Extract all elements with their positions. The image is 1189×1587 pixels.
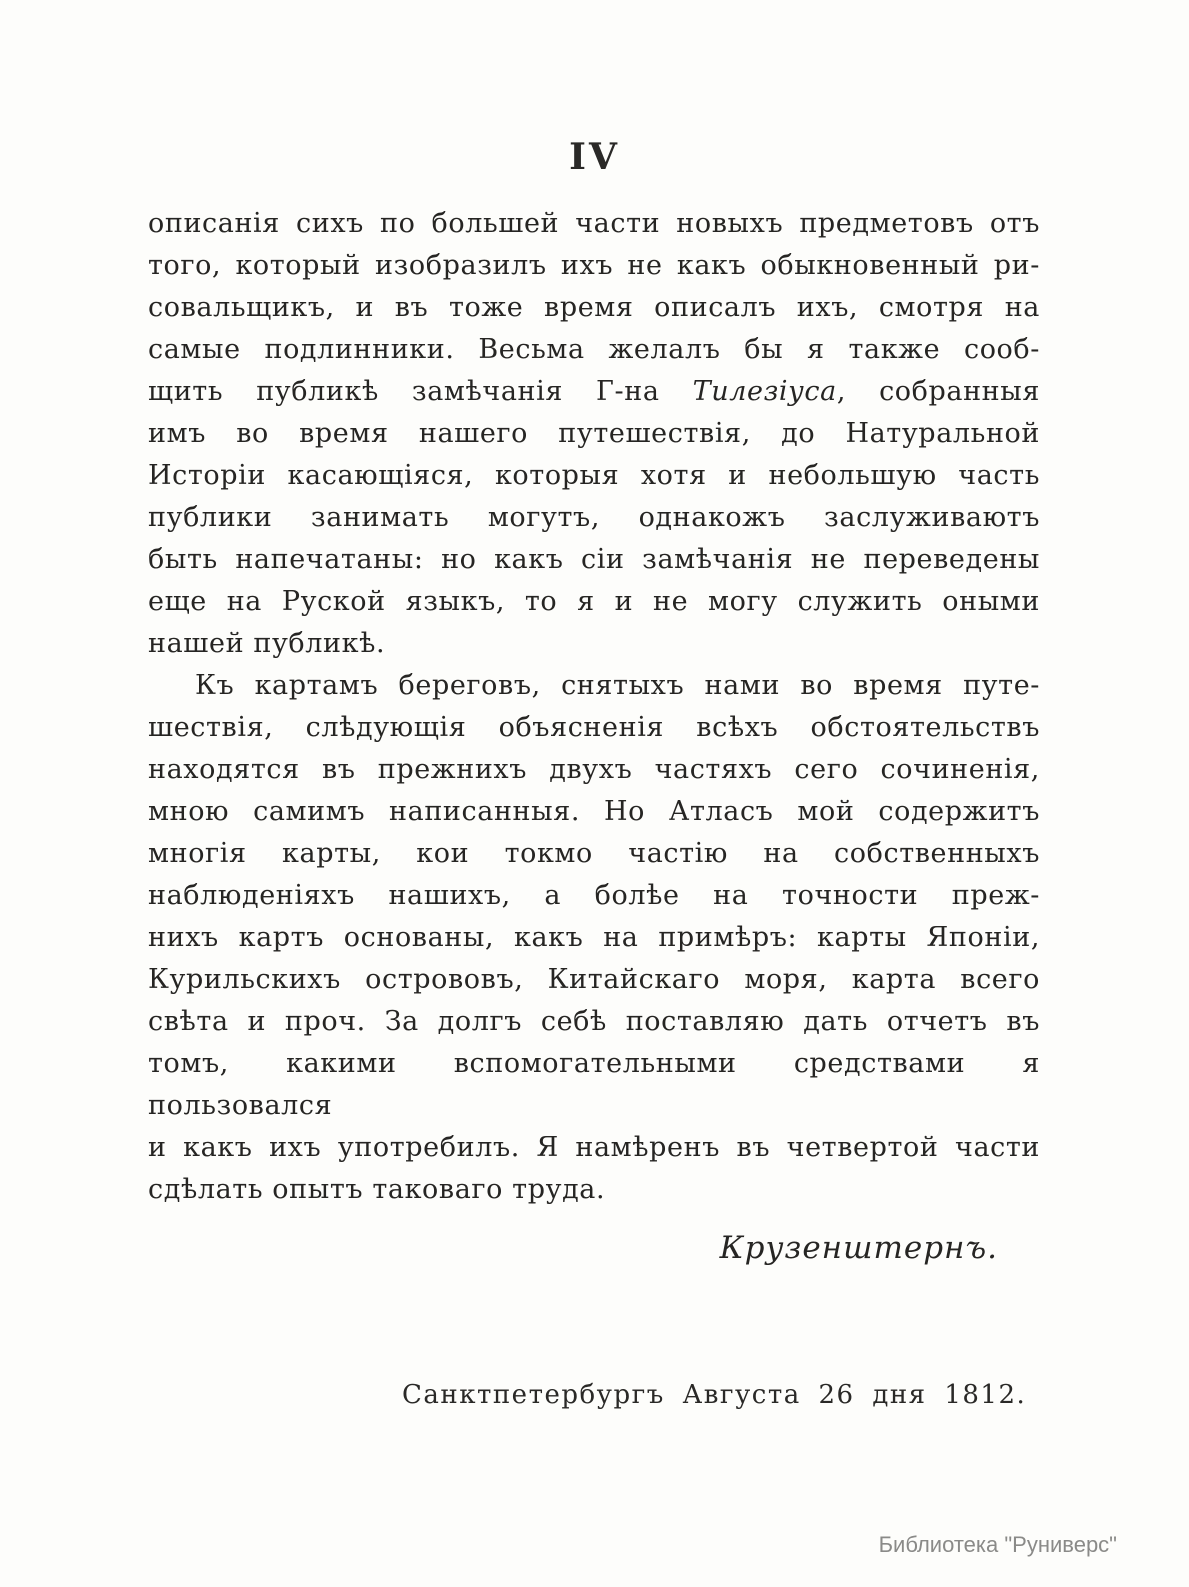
text-line: свѣта и проч. За долгъ себѣ поставляю дать отчетъ въ bbox=[148, 1006, 1040, 1037]
text-line: Курильскихъ острововъ, Китайскаго моря, карта всего bbox=[148, 964, 1040, 995]
text-line: публики занимать могутъ, однакожъ заслуживаютъ bbox=[148, 502, 1040, 533]
place-date-line: Санктпетербургъ Августа 26 дня 1812. bbox=[402, 1380, 1027, 1410]
text-line: многія карты, кои токмо частію на собственныхъ bbox=[148, 838, 1040, 869]
paragraph-1 bbox=[148, 203, 1040, 665]
text-line: шествія, слѣдующія объясненія всѣхъ обстоятельствъ bbox=[148, 712, 1040, 743]
text-block bbox=[148, 203, 1040, 1269]
text-segment: щить публикѣ замѣчанія Г-на bbox=[148, 376, 693, 407]
text-line: находятся въ прежнихъ двухъ частяхъ сего сочиненія, bbox=[148, 754, 1040, 785]
text-line: наблюденіяхъ нашихъ, а болѣе на точности преж- bbox=[148, 880, 1040, 911]
text-line: нихъ картъ основаны, какъ на примѣръ: карты Японіи, bbox=[148, 922, 1040, 953]
library-watermark: Библиотека "Руниверс" bbox=[878, 1532, 1117, 1557]
text-line: Исторіи касающіяся, которыя хотя и небольшую часть bbox=[148, 460, 1040, 491]
text-line: томъ, какими вспомогательными средствами я пользовался bbox=[148, 1048, 1040, 1121]
text-line: совальщикъ, и въ тоже время описалъ ихъ, смотря на bbox=[148, 292, 1040, 323]
page-number: IV bbox=[569, 136, 620, 178]
text-segment: , собранныя bbox=[836, 376, 1040, 407]
text-line: описанія сихъ по большей части новыхъ предметовъ отъ bbox=[148, 208, 1040, 239]
paragraph-2 bbox=[148, 665, 1040, 1211]
text-line: Къ картамъ береговъ, снятыхъ нами во время путе- bbox=[195, 670, 1040, 701]
text-line bbox=[148, 371, 1040, 413]
text-line: нашей публикѣ. bbox=[148, 628, 386, 659]
text-line: и какъ ихъ употребилъ. Я намѣренъ въ четвертой части bbox=[148, 1132, 1040, 1163]
text-line: мною самимъ написанныя. Но Атласъ мой содержитъ bbox=[148, 796, 1040, 827]
text-line: еще на Руской языкъ, то я и не могу служить оными bbox=[148, 586, 1040, 617]
text-line: самые подлинники. Весьма желалъ бы я также сооб- bbox=[148, 334, 1040, 365]
text-line: быть напечатаны: но какъ сіи замѣчанія не переведены bbox=[148, 544, 1040, 575]
text-line: имъ во время нашего путешествія, до Натуральной bbox=[148, 418, 1040, 449]
text-line: того, который изобразилъ ихъ не какъ обыкновенный ри- bbox=[148, 250, 1040, 281]
author-signature: Крузенштернъ. bbox=[719, 1230, 998, 1266]
italic-name-tilesius: Тилезіуса bbox=[692, 376, 837, 407]
text-line: сдѣлать опытъ таковаго труда. bbox=[148, 1174, 606, 1205]
